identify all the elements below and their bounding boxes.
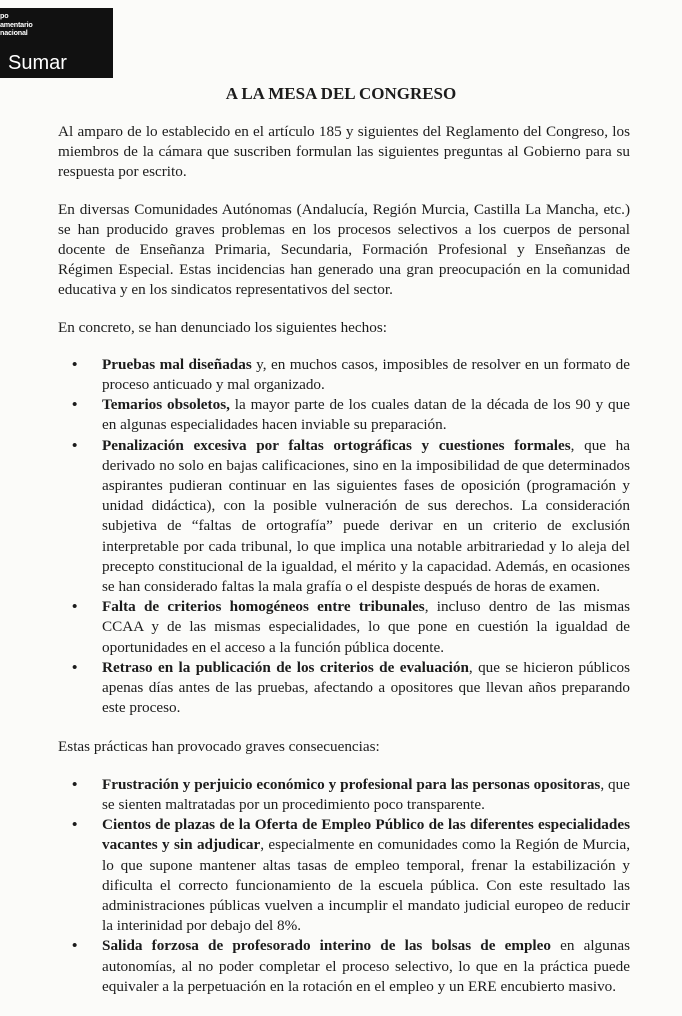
- item-text: , que se sienten maltratadas por un procedimiento poco transparente.: [102, 775, 630, 813]
- item-bold-text: Salida forzosa de profesorado interino de las bolsas de empleo: [102, 937, 551, 955]
- item-bold-text: Falta de criterios homogéneos entre tribunales: [102, 598, 425, 616]
- consecuencias-list: [58, 775, 630, 997]
- item-text: , especialmente en comunidades como la Región de Murcia, lo que supone mantener altas tasas de empleo temporal, frenar la estabilización y dificulta el correcto funcionamiento de la escuela pública. Con este resultado las administraciones públicas vuelven a incumplir el mandato judicial europeo de reducir la interinidad por debajo del 8%.: [102, 836, 630, 935]
- item-text: la mayor parte de los cuales datan de la década de los 90 y que en algunas especialidades hacen inviable su preparación.: [102, 396, 630, 434]
- item-text: , incluso dentro de las mismas CCAA y de las mismas especialidades, lo que pone en cuestión la igualdad de oportunidades en el acceso a la función pública docente.: [102, 598, 630, 656]
- consecuencias-intro-paragraph: Estas prácticas han provocado graves consecuencias:: [58, 738, 380, 756]
- logo-line: nacional: [0, 28, 28, 38]
- list-item: [58, 395, 630, 435]
- logo-brand: Sumar: [8, 52, 67, 74]
- sumar-logo: [0, 8, 113, 78]
- item-bold-text: Penalización excesiva por faltas ortográficas y cuestiones formales: [102, 436, 571, 454]
- list-item: [58, 436, 630, 598]
- item-bold-text: Retraso en la publicación de los criterios de evaluación: [102, 658, 469, 676]
- bullet-icon: •: [72, 396, 78, 414]
- document-body: [58, 122, 630, 1016]
- item-bold-text: Cientos de plazas de la Oferta de Empleo Público de las diferentes especialidades vacantes y sin adjudicar: [102, 816, 630, 854]
- list-item: [58, 597, 630, 658]
- bullet-icon: •: [72, 658, 78, 676]
- logo-line: po: [0, 11, 9, 20]
- bullet-icon: •: [72, 937, 78, 955]
- hechos-list: [58, 355, 630, 719]
- item-text: , que se hicieron públicos apenas días antes de las pruebas, afectando a opositores que llevan años preparando este proceso.: [102, 658, 630, 717]
- bullet-icon: •: [72, 436, 78, 454]
- item-bold-text: Frustración y perjuicio económico y profesional para las personas opositoras: [102, 775, 601, 793]
- item-text: y, en muchos casos, imposibles de resolver en un formato de proceso anticuado y mal organizado.: [102, 355, 630, 394]
- logo-line: amentario: [0, 19, 33, 29]
- context-paragraph: En diversas Comunidades Autónomas (Andalucía, Región Murcia, Castilla La Mancha, etc.) se han producido graves problemas en los procesos selectivos a los cuerpos de personal docente de Enseñanza Primaria, Secundaria, Formación Profesional y Enseñanzas de Régimen Especial. Estas incidencias han generado una gran preocupación en la comunidad educativa y en los sindicatos representativos del sector.: [58, 200, 630, 299]
- item-text: en algunas autonomías, al no poder completar el proceso selectivo, lo que en la práctica puede equivaler a la perpetuación en la rotación en el empleo y un ERE encubierto masivo.: [102, 937, 630, 995]
- item-bold-text: Pruebas mal diseñadas: [102, 355, 252, 373]
- bullet-icon: •: [72, 355, 78, 373]
- list-item: [58, 355, 630, 395]
- item-text: , que ha derivado no solo en bajas calificaciones, sino en la imposibilidad de que determinados aspirantes pudieran continuar en las siguientes fases de oposición (programación y unidad didáctica), con la posible vulneración de sus derechos. La consideración subjetiva de “faltas de ortografía” puede derivar en un criterio de exclusión interpretable por cada tribunal, lo que implica una notable arbitrariedad y lo aleja del precepto constitucional de la igualdad, el mérito y la capacidad. Además, en ocasiones se han considerado faltas la mala grafía o el despiste después de horas de examen.: [102, 436, 630, 596]
- bullet-icon: •: [72, 816, 78, 834]
- intro-paragraph: Al amparo de lo establecido en el artículo 185 y siguientes del Reglamento del Congreso, los miembros de la cámara que suscriben formulan las siguientes preguntas al Gobierno para su respuesta por escrito.: [58, 123, 630, 181]
- list-item: [58, 815, 630, 936]
- bullet-icon: •: [72, 775, 78, 793]
- list-item: [58, 658, 630, 719]
- hechos-intro-paragraph: En concreto, se han denunciado los siguientes hechos:: [58, 318, 387, 336]
- list-item: [58, 936, 630, 997]
- bullet-icon: •: [72, 598, 78, 616]
- item-bold-text: Temarios obsoletos,: [102, 396, 230, 414]
- document-title: A LA MESA DEL CONGRESO: [225, 84, 457, 103]
- list-item: [58, 775, 630, 815]
- logo-group-name: [0, 12, 33, 38]
